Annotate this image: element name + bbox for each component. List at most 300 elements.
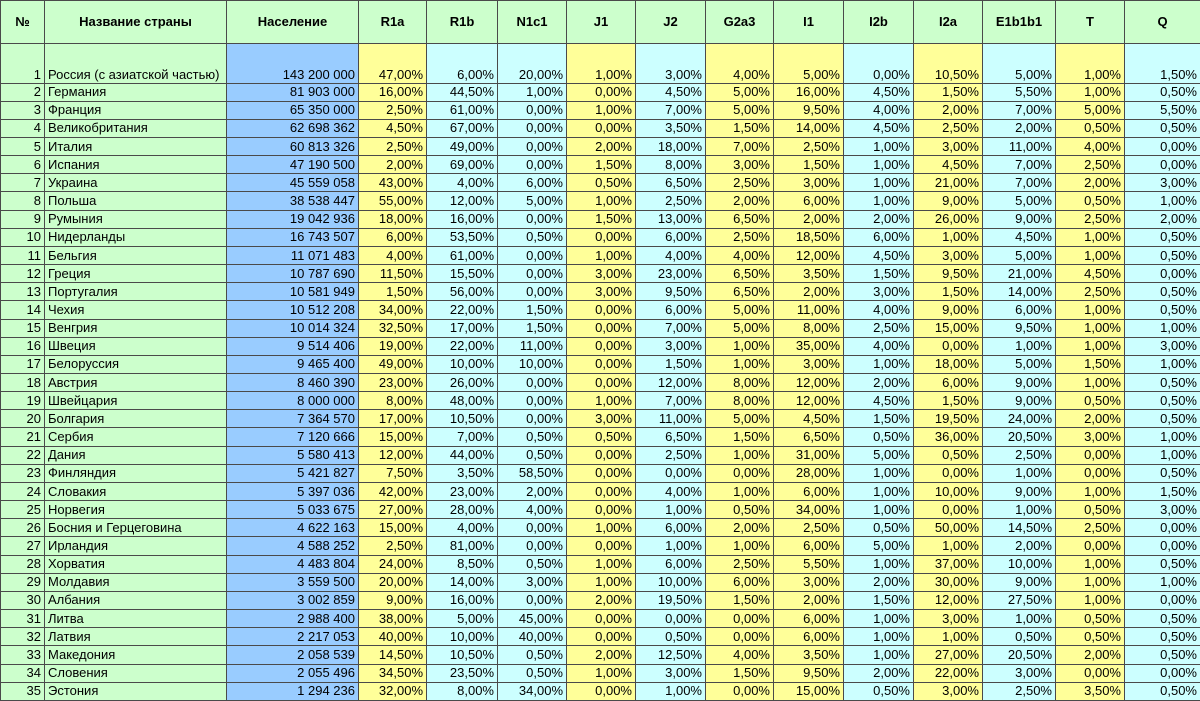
cell-country[interactable]: Греция — [45, 265, 227, 283]
cell-i2a[interactable]: 1,50% — [914, 283, 983, 301]
cell-r1a[interactable]: 23,00% — [359, 374, 427, 392]
cell-t[interactable]: 1,00% — [1056, 228, 1125, 246]
cell-r1b[interactable]: 53,50% — [427, 228, 498, 246]
cell-j1[interactable]: 0,00% — [567, 537, 636, 555]
cell-e1b1b1[interactable]: 9,00% — [983, 573, 1056, 591]
cell-q[interactable]: 0,50% — [1125, 464, 1200, 482]
cell-i1[interactable]: 3,00% — [774, 355, 844, 373]
cell-r1b[interactable]: 16,00% — [427, 591, 498, 609]
cell-country[interactable]: Германия — [45, 83, 227, 101]
cell-number[interactable]: 7 — [1, 174, 45, 192]
cell-r1a[interactable]: 6,00% — [359, 228, 427, 246]
cell-j1[interactable]: 1,00% — [567, 392, 636, 410]
cell-n1c1[interactable]: 4,00% — [498, 501, 567, 519]
cell-g2a3[interactable]: 6,50% — [706, 283, 774, 301]
cell-i1[interactable]: 16,00% — [774, 83, 844, 101]
cell-i2a[interactable]: 15,00% — [914, 319, 983, 337]
cell-q[interactable]: 3,00% — [1125, 501, 1200, 519]
cell-j2[interactable]: 6,00% — [636, 519, 706, 537]
cell-n1c1[interactable]: 0,00% — [498, 283, 567, 301]
cell-i2b[interactable]: 1,00% — [844, 646, 914, 664]
cell-i1[interactable]: 9,50% — [774, 101, 844, 119]
cell-country[interactable]: Чехия — [45, 301, 227, 319]
cell-g2a3[interactable]: 2,00% — [706, 192, 774, 210]
cell-j2[interactable]: 11,00% — [636, 410, 706, 428]
cell-t[interactable]: 0,50% — [1056, 192, 1125, 210]
cell-r1a[interactable]: 18,00% — [359, 210, 427, 228]
cell-i1[interactable]: 3,50% — [774, 265, 844, 283]
cell-i1[interactable]: 6,00% — [774, 628, 844, 646]
cell-country[interactable]: Испания — [45, 156, 227, 174]
cell-q[interactable]: 0,50% — [1125, 682, 1200, 700]
cell-g2a3[interactable]: 3,00% — [706, 156, 774, 174]
cell-i2a[interactable]: 21,00% — [914, 174, 983, 192]
cell-n1c1[interactable]: 34,00% — [498, 682, 567, 700]
cell-e1b1b1[interactable]: 2,50% — [983, 446, 1056, 464]
cell-t[interactable]: 0,50% — [1056, 392, 1125, 410]
cell-j1[interactable]: 1,00% — [567, 192, 636, 210]
cell-i2a[interactable]: 3,00% — [914, 137, 983, 155]
cell-g2a3[interactable]: 1,00% — [706, 482, 774, 500]
cell-g2a3[interactable]: 4,00% — [706, 246, 774, 264]
cell-r1b[interactable]: 14,00% — [427, 573, 498, 591]
cell-e1b1b1[interactable]: 21,00% — [983, 265, 1056, 283]
header-j1[interactable]: J1 — [567, 1, 636, 44]
cell-n1c1[interactable]: 0,50% — [498, 228, 567, 246]
cell-i2a[interactable]: 27,00% — [914, 646, 983, 664]
cell-population[interactable]: 62 698 362 — [227, 119, 359, 137]
cell-r1b[interactable]: 22,00% — [427, 337, 498, 355]
cell-g2a3[interactable]: 0,00% — [706, 464, 774, 482]
cell-i2b[interactable]: 2,00% — [844, 573, 914, 591]
cell-population[interactable]: 5 397 036 — [227, 482, 359, 500]
cell-number[interactable]: 1 — [1, 44, 45, 84]
cell-r1b[interactable]: 67,00% — [427, 119, 498, 137]
cell-e1b1b1[interactable]: 9,00% — [983, 210, 1056, 228]
cell-i1[interactable]: 2,00% — [774, 210, 844, 228]
cell-i1[interactable]: 5,50% — [774, 555, 844, 573]
cell-i2a[interactable]: 4,50% — [914, 156, 983, 174]
cell-country[interactable]: Украина — [45, 174, 227, 192]
cell-j2[interactable]: 10,00% — [636, 573, 706, 591]
cell-j2[interactable]: 4,00% — [636, 246, 706, 264]
cell-e1b1b1[interactable]: 14,50% — [983, 519, 1056, 537]
cell-t[interactable]: 0,00% — [1056, 446, 1125, 464]
cell-r1a[interactable]: 4,00% — [359, 246, 427, 264]
cell-e1b1b1[interactable]: 1,00% — [983, 501, 1056, 519]
cell-number[interactable]: 14 — [1, 301, 45, 319]
cell-g2a3[interactable]: 1,50% — [706, 664, 774, 682]
cell-number[interactable]: 6 — [1, 156, 45, 174]
cell-number[interactable]: 19 — [1, 392, 45, 410]
cell-i2b[interactable]: 2,00% — [844, 664, 914, 682]
cell-i2b[interactable]: 1,00% — [844, 555, 914, 573]
cell-n1c1[interactable]: 0,00% — [498, 392, 567, 410]
cell-g2a3[interactable]: 1,00% — [706, 537, 774, 555]
cell-n1c1[interactable]: 10,00% — [498, 355, 567, 373]
cell-t[interactable]: 1,00% — [1056, 246, 1125, 264]
cell-r1b[interactable]: 10,00% — [427, 628, 498, 646]
cell-i2a[interactable]: 12,00% — [914, 591, 983, 609]
cell-t[interactable]: 5,00% — [1056, 101, 1125, 119]
cell-q[interactable]: 0,50% — [1125, 119, 1200, 137]
cell-g2a3[interactable]: 1,00% — [706, 337, 774, 355]
cell-population[interactable]: 38 538 447 — [227, 192, 359, 210]
cell-q[interactable]: 1,00% — [1125, 573, 1200, 591]
cell-i2b[interactable]: 0,50% — [844, 428, 914, 446]
cell-t[interactable]: 3,00% — [1056, 428, 1125, 446]
cell-i2a[interactable]: 9,00% — [914, 192, 983, 210]
cell-t[interactable]: 2,00% — [1056, 410, 1125, 428]
cell-e1b1b1[interactable]: 9,00% — [983, 482, 1056, 500]
cell-i2b[interactable]: 1,00% — [844, 137, 914, 155]
cell-i1[interactable]: 6,00% — [774, 537, 844, 555]
cell-r1a[interactable]: 34,50% — [359, 664, 427, 682]
cell-n1c1[interactable]: 20,00% — [498, 44, 567, 84]
cell-n1c1[interactable]: 6,00% — [498, 174, 567, 192]
cell-r1a[interactable]: 2,50% — [359, 537, 427, 555]
cell-i1[interactable]: 28,00% — [774, 464, 844, 482]
cell-r1a[interactable]: 15,00% — [359, 428, 427, 446]
cell-r1a[interactable]: 2,50% — [359, 101, 427, 119]
cell-q[interactable]: 0,00% — [1125, 156, 1200, 174]
cell-i2a[interactable]: 18,00% — [914, 355, 983, 373]
cell-i2a[interactable]: 1,50% — [914, 392, 983, 410]
cell-g2a3[interactable]: 4,00% — [706, 646, 774, 664]
cell-r1a[interactable]: 49,00% — [359, 355, 427, 373]
cell-j1[interactable]: 1,00% — [567, 44, 636, 84]
cell-q[interactable]: 1,00% — [1125, 428, 1200, 446]
cell-population[interactable]: 10 787 690 — [227, 265, 359, 283]
cell-g2a3[interactable]: 5,00% — [706, 83, 774, 101]
cell-country[interactable]: Дания — [45, 446, 227, 464]
cell-t[interactable]: 1,00% — [1056, 555, 1125, 573]
cell-t[interactable]: 2,50% — [1056, 283, 1125, 301]
cell-number[interactable]: 27 — [1, 537, 45, 555]
header-q[interactable]: Q — [1125, 1, 1200, 44]
cell-n1c1[interactable]: 40,00% — [498, 628, 567, 646]
cell-country[interactable]: Нидерланды — [45, 228, 227, 246]
cell-i2a[interactable]: 1,00% — [914, 628, 983, 646]
cell-j2[interactable]: 1,00% — [636, 537, 706, 555]
cell-e1b1b1[interactable]: 3,00% — [983, 664, 1056, 682]
cell-j1[interactable]: 2,00% — [567, 646, 636, 664]
cell-number[interactable]: 29 — [1, 573, 45, 591]
cell-j1[interactable]: 2,00% — [567, 137, 636, 155]
cell-r1b[interactable]: 81,00% — [427, 537, 498, 555]
cell-r1b[interactable]: 23,50% — [427, 664, 498, 682]
cell-r1a[interactable]: 42,00% — [359, 482, 427, 500]
cell-n1c1[interactable]: 0,50% — [498, 428, 567, 446]
cell-j1[interactable]: 0,00% — [567, 628, 636, 646]
cell-e1b1b1[interactable]: 20,50% — [983, 646, 1056, 664]
cell-q[interactable]: 1,00% — [1125, 319, 1200, 337]
cell-r1a[interactable]: 20,00% — [359, 573, 427, 591]
cell-q[interactable]: 1,50% — [1125, 482, 1200, 500]
cell-population[interactable]: 8 000 000 — [227, 392, 359, 410]
cell-country[interactable]: Норвегия — [45, 501, 227, 519]
cell-j1[interactable]: 3,00% — [567, 283, 636, 301]
cell-t[interactable]: 1,00% — [1056, 319, 1125, 337]
cell-number[interactable]: 21 — [1, 428, 45, 446]
cell-q[interactable]: 3,00% — [1125, 174, 1200, 192]
cell-n1c1[interactable]: 0,00% — [498, 410, 567, 428]
cell-country[interactable]: Великобритания — [45, 119, 227, 137]
cell-r1a[interactable]: 32,50% — [359, 319, 427, 337]
cell-i2a[interactable]: 0,00% — [914, 464, 983, 482]
cell-q[interactable]: 1,50% — [1125, 44, 1200, 84]
cell-population[interactable]: 143 200 000 — [227, 44, 359, 84]
cell-r1b[interactable]: 4,00% — [427, 519, 498, 537]
cell-t[interactable]: 0,00% — [1056, 664, 1125, 682]
cell-i2b[interactable]: 1,50% — [844, 265, 914, 283]
cell-population[interactable]: 65 350 000 — [227, 101, 359, 119]
header-t[interactable]: T — [1056, 1, 1125, 44]
cell-e1b1b1[interactable]: 0,50% — [983, 628, 1056, 646]
cell-r1b[interactable]: 49,00% — [427, 137, 498, 155]
cell-g2a3[interactable]: 6,50% — [706, 265, 774, 283]
cell-i2b[interactable]: 2,50% — [844, 319, 914, 337]
cell-i2a[interactable]: 26,00% — [914, 210, 983, 228]
cell-population[interactable]: 16 743 507 — [227, 228, 359, 246]
cell-e1b1b1[interactable]: 24,00% — [983, 410, 1056, 428]
cell-r1b[interactable]: 7,00% — [427, 428, 498, 446]
cell-number[interactable]: 33 — [1, 646, 45, 664]
cell-country[interactable]: Латвия — [45, 628, 227, 646]
cell-country[interactable]: Швейцария — [45, 392, 227, 410]
cell-n1c1[interactable]: 11,00% — [498, 337, 567, 355]
cell-number[interactable]: 26 — [1, 519, 45, 537]
cell-q[interactable]: 2,00% — [1125, 210, 1200, 228]
header-population[interactable]: Население — [227, 1, 359, 44]
cell-t[interactable]: 1,50% — [1056, 355, 1125, 373]
cell-i2a[interactable]: 0,50% — [914, 446, 983, 464]
cell-i2b[interactable]: 1,50% — [844, 591, 914, 609]
cell-j2[interactable]: 6,50% — [636, 174, 706, 192]
cell-j2[interactable]: 18,00% — [636, 137, 706, 155]
cell-number[interactable]: 2 — [1, 83, 45, 101]
cell-t[interactable]: 0,50% — [1056, 119, 1125, 137]
header-number[interactable]: № — [1, 1, 45, 44]
cell-n1c1[interactable]: 58,50% — [498, 464, 567, 482]
cell-r1b[interactable]: 48,00% — [427, 392, 498, 410]
cell-t[interactable]: 1,00% — [1056, 83, 1125, 101]
cell-population[interactable]: 1 294 236 — [227, 682, 359, 700]
cell-t[interactable]: 2,50% — [1056, 210, 1125, 228]
cell-t[interactable]: 2,50% — [1056, 156, 1125, 174]
cell-r1b[interactable]: 10,00% — [427, 355, 498, 373]
cell-g2a3[interactable]: 0,00% — [706, 628, 774, 646]
cell-q[interactable]: 1,00% — [1125, 192, 1200, 210]
cell-j1[interactable]: 3,00% — [567, 410, 636, 428]
cell-i1[interactable]: 6,00% — [774, 610, 844, 628]
cell-population[interactable]: 47 190 500 — [227, 156, 359, 174]
cell-i2b[interactable]: 1,00% — [844, 610, 914, 628]
cell-country[interactable]: Сербия — [45, 428, 227, 446]
cell-g2a3[interactable]: 1,50% — [706, 119, 774, 137]
cell-number[interactable]: 23 — [1, 464, 45, 482]
cell-j2[interactable]: 13,00% — [636, 210, 706, 228]
cell-population[interactable]: 60 813 326 — [227, 137, 359, 155]
cell-j1[interactable]: 0,00% — [567, 355, 636, 373]
cell-t[interactable]: 0,50% — [1056, 628, 1125, 646]
cell-country[interactable]: Бельгия — [45, 246, 227, 264]
cell-n1c1[interactable]: 0,50% — [498, 646, 567, 664]
cell-j1[interactable]: 3,00% — [567, 265, 636, 283]
cell-j1[interactable]: 1,50% — [567, 156, 636, 174]
cell-q[interactable]: 1,00% — [1125, 355, 1200, 373]
cell-r1b[interactable]: 3,50% — [427, 464, 498, 482]
cell-i2b[interactable]: 1,00% — [844, 355, 914, 373]
cell-t[interactable]: 1,00% — [1056, 591, 1125, 609]
cell-j2[interactable]: 1,00% — [636, 501, 706, 519]
cell-i2a[interactable]: 19,50% — [914, 410, 983, 428]
cell-t[interactable]: 0,50% — [1056, 610, 1125, 628]
cell-country[interactable]: Словакия — [45, 482, 227, 500]
cell-n1c1[interactable]: 5,00% — [498, 192, 567, 210]
cell-r1b[interactable]: 10,50% — [427, 410, 498, 428]
cell-i2b[interactable]: 0,50% — [844, 519, 914, 537]
cell-number[interactable]: 25 — [1, 501, 45, 519]
cell-i2b[interactable]: 4,00% — [844, 101, 914, 119]
cell-e1b1b1[interactable]: 2,00% — [983, 537, 1056, 555]
cell-g2a3[interactable]: 2,50% — [706, 555, 774, 573]
cell-j1[interactable]: 0,00% — [567, 682, 636, 700]
cell-e1b1b1[interactable]: 7,00% — [983, 156, 1056, 174]
cell-population[interactable]: 8 460 390 — [227, 374, 359, 392]
cell-q[interactable]: 0,50% — [1125, 555, 1200, 573]
cell-i2a[interactable]: 10,50% — [914, 44, 983, 84]
cell-e1b1b1[interactable]: 5,50% — [983, 83, 1056, 101]
cell-q[interactable]: 0,50% — [1125, 410, 1200, 428]
cell-number[interactable]: 18 — [1, 374, 45, 392]
cell-i2a[interactable]: 9,00% — [914, 301, 983, 319]
cell-i1[interactable]: 12,00% — [774, 392, 844, 410]
cell-country[interactable]: Финляндия — [45, 464, 227, 482]
cell-q[interactable]: 0,00% — [1125, 519, 1200, 537]
cell-j1[interactable]: 1,00% — [567, 573, 636, 591]
cell-i1[interactable]: 2,00% — [774, 591, 844, 609]
cell-e1b1b1[interactable]: 2,50% — [983, 682, 1056, 700]
cell-number[interactable]: 12 — [1, 265, 45, 283]
cell-population[interactable]: 3 559 500 — [227, 573, 359, 591]
cell-j1[interactable]: 0,00% — [567, 482, 636, 500]
cell-e1b1b1[interactable]: 5,00% — [983, 192, 1056, 210]
cell-g2a3[interactable]: 5,00% — [706, 301, 774, 319]
cell-n1c1[interactable]: 0,00% — [498, 119, 567, 137]
cell-i2a[interactable]: 36,00% — [914, 428, 983, 446]
header-i1[interactable]: I1 — [774, 1, 844, 44]
cell-j1[interactable]: 1,00% — [567, 519, 636, 537]
cell-population[interactable]: 5 580 413 — [227, 446, 359, 464]
cell-e1b1b1[interactable]: 20,50% — [983, 428, 1056, 446]
cell-t[interactable]: 1,00% — [1056, 44, 1125, 84]
cell-i1[interactable]: 34,00% — [774, 501, 844, 519]
cell-j2[interactable]: 0,50% — [636, 628, 706, 646]
cell-r1b[interactable]: 28,00% — [427, 501, 498, 519]
cell-r1a[interactable]: 12,00% — [359, 446, 427, 464]
cell-r1a[interactable]: 55,00% — [359, 192, 427, 210]
cell-r1b[interactable]: 44,00% — [427, 446, 498, 464]
cell-r1b[interactable]: 23,00% — [427, 482, 498, 500]
cell-i1[interactable]: 15,00% — [774, 682, 844, 700]
cell-r1a[interactable]: 27,00% — [359, 501, 427, 519]
cell-country[interactable]: Молдавия — [45, 573, 227, 591]
cell-n1c1[interactable]: 0,00% — [498, 101, 567, 119]
header-n1c1[interactable]: N1c1 — [498, 1, 567, 44]
cell-population[interactable]: 2 058 539 — [227, 646, 359, 664]
cell-e1b1b1[interactable]: 5,00% — [983, 355, 1056, 373]
cell-number[interactable]: 35 — [1, 682, 45, 700]
cell-q[interactable]: 0,00% — [1125, 537, 1200, 555]
cell-i2b[interactable]: 4,00% — [844, 337, 914, 355]
cell-j1[interactable]: 0,00% — [567, 301, 636, 319]
cell-t[interactable]: 2,00% — [1056, 646, 1125, 664]
cell-t[interactable]: 0,50% — [1056, 501, 1125, 519]
cell-country[interactable]: Польша — [45, 192, 227, 210]
cell-r1a[interactable]: 43,00% — [359, 174, 427, 192]
cell-number[interactable]: 5 — [1, 137, 45, 155]
cell-country[interactable]: Босния и Герцеговина — [45, 519, 227, 537]
cell-population[interactable]: 9 514 406 — [227, 337, 359, 355]
cell-j2[interactable]: 8,00% — [636, 156, 706, 174]
cell-j2[interactable]: 6,50% — [636, 428, 706, 446]
cell-r1a[interactable]: 4,50% — [359, 119, 427, 137]
cell-i2b[interactable]: 2,00% — [844, 210, 914, 228]
cell-r1a[interactable]: 16,00% — [359, 83, 427, 101]
cell-r1b[interactable]: 8,50% — [427, 555, 498, 573]
cell-j2[interactable]: 3,00% — [636, 664, 706, 682]
cell-number[interactable]: 24 — [1, 482, 45, 500]
cell-q[interactable]: 0,50% — [1125, 610, 1200, 628]
cell-population[interactable]: 5 033 675 — [227, 501, 359, 519]
cell-r1a[interactable]: 40,00% — [359, 628, 427, 646]
cell-q[interactable]: 0,00% — [1125, 664, 1200, 682]
cell-n1c1[interactable]: 0,00% — [498, 246, 567, 264]
cell-i2a[interactable]: 2,50% — [914, 119, 983, 137]
cell-i2b[interactable]: 1,00% — [844, 156, 914, 174]
cell-i2b[interactable]: 2,00% — [844, 374, 914, 392]
header-j2[interactable]: J2 — [636, 1, 706, 44]
cell-j1[interactable]: 1,00% — [567, 101, 636, 119]
cell-j1[interactable]: 0,00% — [567, 83, 636, 101]
header-g2a3[interactable]: G2a3 — [706, 1, 774, 44]
cell-i2b[interactable]: 4,50% — [844, 392, 914, 410]
cell-i2a[interactable]: 10,00% — [914, 482, 983, 500]
cell-j2[interactable]: 0,00% — [636, 610, 706, 628]
cell-i1[interactable]: 2,50% — [774, 137, 844, 155]
cell-j1[interactable]: 0,00% — [567, 319, 636, 337]
cell-r1a[interactable]: 38,00% — [359, 610, 427, 628]
cell-q[interactable]: 0,50% — [1125, 283, 1200, 301]
cell-i2b[interactable]: 1,00% — [844, 482, 914, 500]
cell-country[interactable]: Италия — [45, 137, 227, 155]
cell-i2a[interactable]: 9,50% — [914, 265, 983, 283]
cell-r1b[interactable]: 10,50% — [427, 646, 498, 664]
cell-j2[interactable]: 2,50% — [636, 446, 706, 464]
cell-e1b1b1[interactable]: 7,00% — [983, 174, 1056, 192]
cell-i2a[interactable]: 30,00% — [914, 573, 983, 591]
cell-i1[interactable]: 9,50% — [774, 664, 844, 682]
cell-population[interactable]: 2 988 400 — [227, 610, 359, 628]
cell-j2[interactable]: 3,50% — [636, 119, 706, 137]
cell-number[interactable]: 16 — [1, 337, 45, 355]
cell-i2b[interactable]: 1,00% — [844, 501, 914, 519]
header-r1a[interactable]: R1a — [359, 1, 427, 44]
cell-t[interactable]: 3,50% — [1056, 682, 1125, 700]
cell-country[interactable]: Франция — [45, 101, 227, 119]
cell-i1[interactable]: 14,00% — [774, 119, 844, 137]
